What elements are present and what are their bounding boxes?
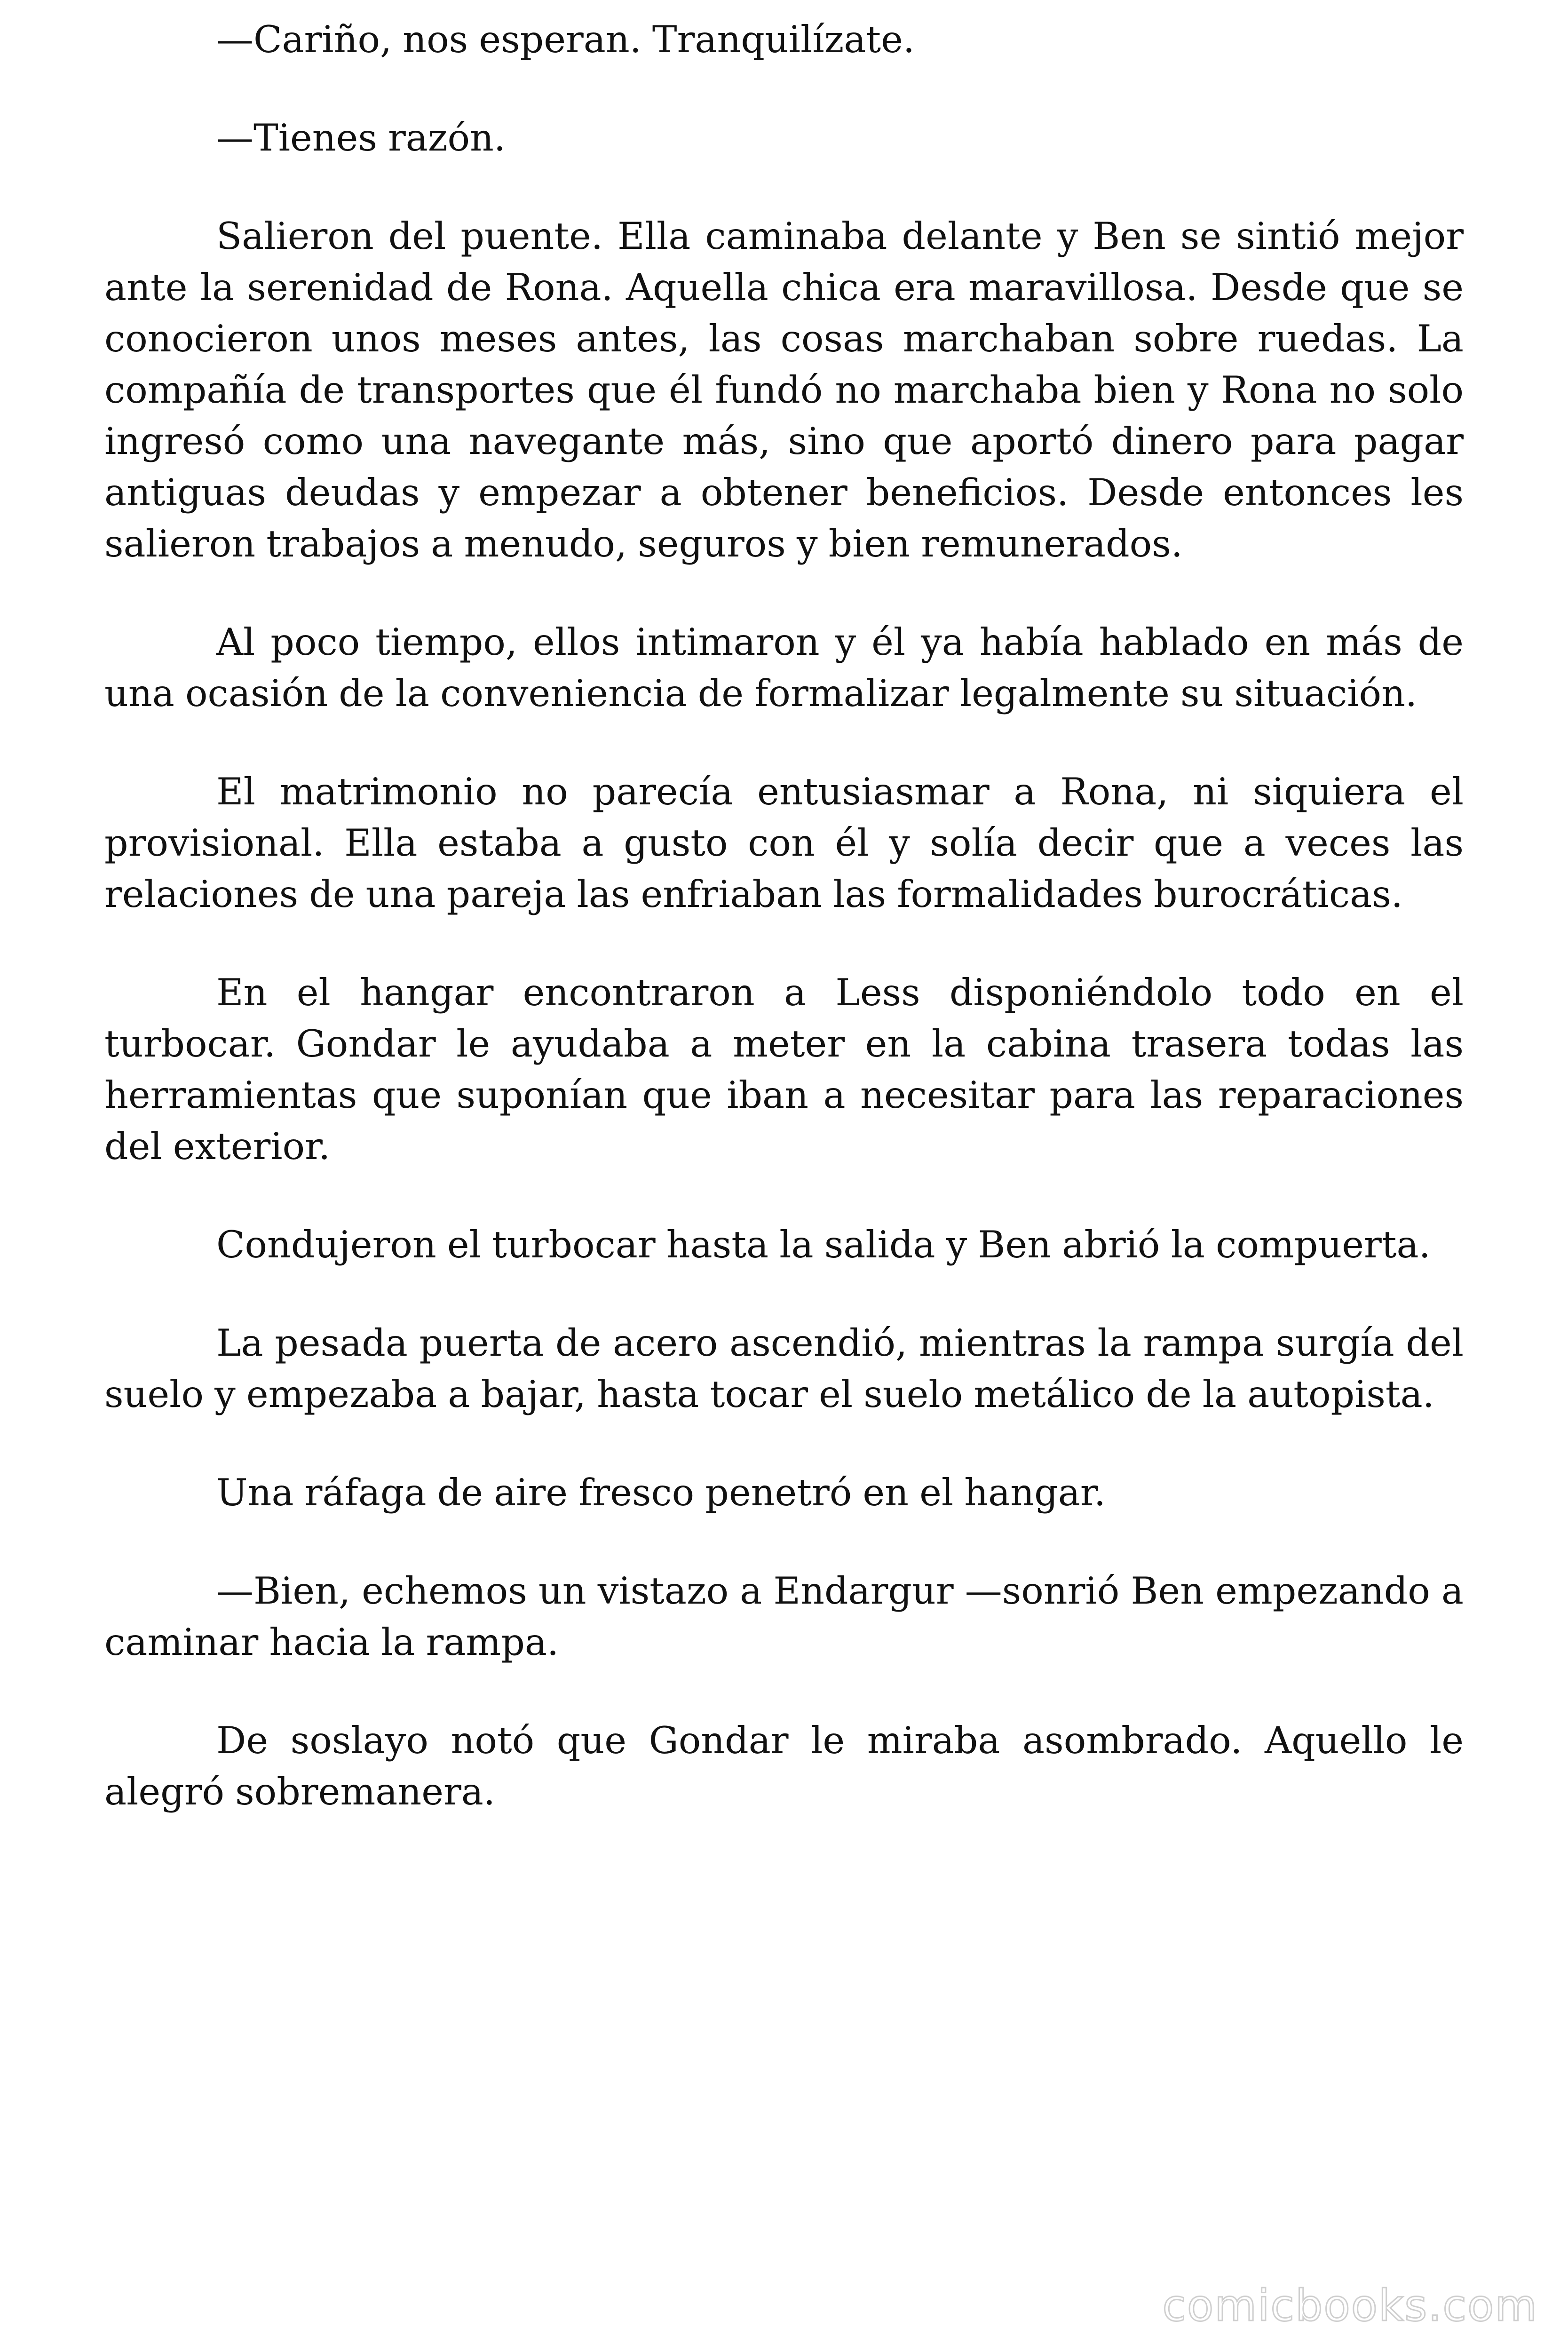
watermark: comicbooks.com — [1162, 2280, 1538, 2331]
paragraph: Salieron del puente. Ella caminaba delante y Ben se sintió mejor ante la serenidad de Rona. Aquella chica era maravillosa. Desde que se conocieron unos meses antes, las cosas marchaban sobre ruedas. La compañía de transportes que él fundó no marchaba bien y Rona no solo ingresó como una navegante más, sino que aportó dinero para pagar antiguas deudas y empezar a obtener beneficios. Desde entonces les salieron trabajos a menudo, seguros y bien remunerados. — [104, 215, 1464, 565]
paragraph: Al poco tiempo, ellos intimaron y él ya había hablado en más de una ocasión de la conveniencia de formalizar legalmente su situación. — [104, 620, 1464, 715]
paragraph: El matrimonio no parecía entusiasmar a Rona, ni siquiera el provisional. Ella estaba a gusto con él y solía decir que a veces las relaciones de una pareja las enfriaban las formalidades burocráticas. — [104, 770, 1464, 916]
paragraph: Condujeron el turbocar hasta la salida y Ben abrió la compuerta. — [216, 1223, 1431, 1266]
paragraph: En el hangar encontraron a Less disponiéndolo todo en el turbocar. Gondar le ayudaba a meter en la cabina trasera todas las herramientas que suponían que iban a necesitar para las reparaciones del exterior. — [104, 971, 1464, 1168]
paragraph: —Tienes razón. — [216, 116, 506, 159]
page-body — [104, 14, 1464, 1865]
paragraph: Una ráfaga de aire fresco penetró en el hangar. — [216, 1471, 1106, 1514]
paragraph: —Bien, echemos un vistazo a Endargur —sonrió Ben empezando a caminar hacia la rampa. — [104, 1569, 1464, 1664]
paragraph: La pesada puerta de acero ascendió, mientras la rampa surgía del suelo y empezaba a bajar, hasta tocar el suelo metálico de la autopista. — [104, 1321, 1464, 1416]
paragraph: —Cariño, nos esperan. Tranquilízate. — [216, 18, 915, 61]
paragraph: De soslayo notó que Gondar le miraba asombrado. Aquello le alegró sobremanera. — [104, 1719, 1464, 1813]
